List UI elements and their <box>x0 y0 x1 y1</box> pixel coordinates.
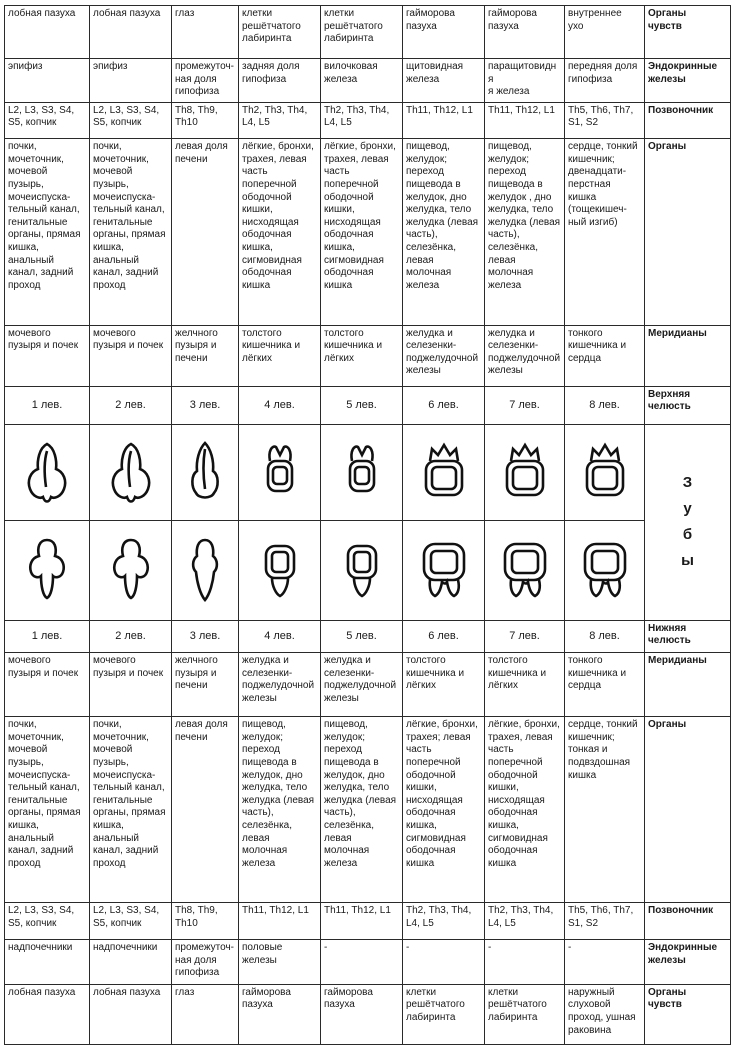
lower-teeth-text: 5 лев. <box>346 630 377 643</box>
lower-meridians-cell <box>5 653 90 717</box>
lower-meridians-text: мочевого пузыря и почек <box>93 655 164 679</box>
lower-spine-cell <box>90 903 172 940</box>
lower-organs-text: пищевод, желудок; переход пищевода в желудок, дно желудка, тело желудка (левая часть), селезёнка, левая молочная железа <box>324 719 397 869</box>
upper-first-molar-cell <box>403 425 485 521</box>
lower-senses-cell <box>321 984 403 1044</box>
upper-spine-cell <box>321 102 403 139</box>
upper-central-incisor-icon <box>17 439 77 507</box>
lower-organs-text: левая доля печени <box>175 719 228 743</box>
lower-senses-row-label <box>645 984 731 1044</box>
lower-teeth-text: 8 лев. <box>589 630 620 643</box>
tooth-outline <box>128 451 130 487</box>
lower-meridians-text: желчного пузыря и печени <box>175 655 218 692</box>
tooth-outline <box>354 578 370 596</box>
lower-organs-cell <box>403 717 485 903</box>
upper-organs-cell <box>565 139 645 325</box>
upper-third-molar-icon <box>575 439 635 507</box>
lower-meridians-text: тонкого кишечника и сердца <box>568 655 627 692</box>
upper-teeth-text: 5 лев. <box>346 399 377 412</box>
upper-spine-row <box>5 102 731 139</box>
lower-meridians-cell <box>90 653 172 717</box>
upper-spine-cell <box>5 102 90 139</box>
lower-organs-text: лёгкие, бронхи, трахея; левая часть поперечной ободочной кишки, нисходящая ободочная кишка, сигмовидная ободочная кишка <box>406 719 478 869</box>
upper-endocrine-cell <box>485 58 565 102</box>
lower-spine-text: Th11, Th12, L1 <box>242 905 309 917</box>
lower-spine-cell <box>321 903 403 940</box>
upper-senses-cell <box>5 6 90 59</box>
lower-organs-cell <box>5 717 90 903</box>
lower-endocrine-text: - <box>406 942 410 954</box>
tooth-outline <box>351 446 372 460</box>
upper-organs-cell <box>485 139 565 325</box>
tooth-outline <box>269 446 290 460</box>
upper-senses-text: гайморова пазуха <box>406 8 455 32</box>
upper-senses-cell <box>172 6 239 59</box>
lower-endocrine-cell <box>5 940 90 985</box>
tooth-outline <box>431 551 457 573</box>
upper-spine-row-label <box>645 102 731 139</box>
tooth-outline <box>513 467 537 489</box>
lower-spine-label-text: Позвоночник <box>648 905 714 917</box>
upper-third-molar-cell <box>565 425 645 521</box>
upper-teeth-label-text: Верхняя челюсть <box>648 388 691 413</box>
lower-teeth-text: 1 лев. <box>31 630 63 643</box>
lower-first-premolar-icon <box>250 536 310 604</box>
lower-spine-text: Th5, Th6, Th7, S1, S2 <box>568 905 634 930</box>
lower-second-premolar-icon <box>332 536 392 604</box>
upper-senses-cell <box>403 6 485 59</box>
tooth-outline <box>193 540 217 600</box>
upper-senses-cell <box>321 6 403 59</box>
lower-senses-text: гайморова пазуха <box>242 986 291 1011</box>
upper-second-premolar-icon <box>332 439 392 507</box>
lower-teeth-cell <box>565 620 645 653</box>
upper-teeth-cell <box>172 386 239 425</box>
lower-senses-label-text: Органы чувств <box>648 986 687 1011</box>
lower-teeth-cell <box>239 620 321 653</box>
lower-lateral-incisor-cell <box>90 520 172 620</box>
upper-senses-label-text: Органы чувств <box>648 8 687 32</box>
lower-meridians-cell <box>565 653 645 717</box>
lower-second-molar-cell <box>485 520 565 620</box>
upper-teeth-text: 3 лев. <box>189 399 221 412</box>
lower-meridians-cell <box>172 653 239 717</box>
upper-senses-cell <box>239 6 321 59</box>
upper-teeth-text: 6 лев. <box>428 399 459 412</box>
upper-senses-text: клетки решётчатого лабиринта <box>242 8 301 45</box>
lower-senses-text: лобная пазуха <box>93 986 161 998</box>
upper-teeth-cell <box>565 386 645 425</box>
upper-second-molar-icon <box>495 439 555 507</box>
upper-organs-text: почки, мочеточник, мочевой пузырь, мочеиспуска- тельный канал, генитальные органы, прямая кишка, анальный канал, задний проход <box>8 141 81 291</box>
lower-meridians-cell <box>485 653 565 717</box>
upper-endocrine-cell <box>90 58 172 102</box>
upper-spine-cell <box>239 102 321 139</box>
upper-meridians-text: толстого кишечника и лёгких <box>324 327 383 364</box>
lower-teeth-text: 2 лев. <box>115 630 146 643</box>
lower-meridians-text: мочевого пузыря и почек <box>8 655 79 679</box>
upper-spine-text: Th11, Th12, L1 <box>488 104 555 116</box>
lower-meridians-cell <box>239 653 321 717</box>
upper-spine-cell <box>485 102 565 139</box>
lower-organs-text: почки, мочеточник, мочевой пузырь, мочеиспуска- тельный канал, генитальные органы, прямая кишка, анальный канал, задний проход <box>8 719 81 869</box>
lower-senses-text: клетки решётчатого лабиринта <box>406 986 465 1024</box>
upper-canine-icon <box>175 439 235 507</box>
upper-teeth-row <box>5 386 731 425</box>
tooth-outline <box>30 540 63 598</box>
lower-organs-text: пищевод, желудок; переход пищевода в желудок, дно желудка, тело желудка (левая часть), селезёнка, левая молочная железа <box>242 719 315 869</box>
lower-teeth-cell <box>172 620 239 653</box>
upper-second-molar-cell <box>485 425 565 521</box>
lower-teeth-text: 4 лев. <box>264 630 295 643</box>
lower-teeth-cell <box>321 620 403 653</box>
upper-endocrine-text: вилочковая железа <box>324 60 378 85</box>
upper-endocrine-cell <box>565 58 645 102</box>
lower-organs-row <box>5 717 731 903</box>
lower-meridians-cell <box>321 653 403 717</box>
upper-endocrine-cell <box>239 58 321 102</box>
lower-teeth-text: 7 лев. <box>509 630 540 643</box>
upper-teeth-cell <box>321 386 403 425</box>
upper-teeth-text: 1 лев. <box>31 399 63 412</box>
lower-third-molar-icon <box>575 536 635 604</box>
upper-spine-text: L2, L3, S3, S4, S5, копчик <box>8 104 75 129</box>
upper-senses-cell <box>485 6 565 59</box>
lower-meridians-label-text: Меридианы <box>648 655 707 667</box>
upper-organs-text: лёгкие, бронхи, трахея, левая часть поперечной ободочной кишки, нисходящая ободочная кишка, сигмовидная ободочная кишка <box>324 141 396 291</box>
lower-senses-text: лобная пазуха <box>8 986 76 998</box>
upper-meridians-label-text: Меридианы <box>648 327 707 339</box>
lower-organs-row-label <box>645 717 731 903</box>
upper-endocrine-text: паращитовидня я железа <box>488 60 557 98</box>
upper-organs-cell <box>321 139 403 325</box>
lower-endocrine-text: половые железы <box>242 942 283 966</box>
tooth-outline <box>430 445 458 461</box>
lower-first-molar-cell <box>403 520 485 620</box>
upper-meridians-text: желчного пузыря и печени <box>175 327 218 364</box>
lower-meridians-text: толстого кишечника и лёгких <box>488 655 547 692</box>
upper-teeth-text: 2 лев. <box>115 399 146 412</box>
lower-central-incisor-cell <box>5 520 90 620</box>
upper-teeth-text: 4 лев. <box>264 399 295 412</box>
upper-spine-text: Th11, Th12, L1 <box>406 104 473 116</box>
lower-first-premolar-cell <box>239 520 321 620</box>
upper-organs-row <box>5 139 731 325</box>
lower-spine-cell <box>172 903 239 940</box>
lower-spine-text: Th2, Th3, Th4, L4, L5 <box>406 905 472 930</box>
lower-senses-cell <box>90 984 172 1044</box>
lower-meridians-cell <box>403 653 485 717</box>
upper-meridians-text: мочевого пузыря и почек <box>8 327 79 352</box>
lower-second-premolar-cell <box>321 520 403 620</box>
lower-central-incisor-icon <box>17 536 77 604</box>
upper-central-incisor-cell <box>5 425 90 521</box>
upper-meridians-cell <box>90 325 172 386</box>
upper-meridians-cell <box>403 325 485 386</box>
upper-senses-text: глаз <box>175 8 195 19</box>
upper-teeth-cell <box>485 386 565 425</box>
lower-teeth-text: 3 лев. <box>189 630 221 643</box>
upper-organs-row-label <box>645 139 731 325</box>
upper-endocrine-cell <box>321 58 403 102</box>
upper-spine-text: Th5, Th6, Th7, S1, S2 <box>568 104 634 129</box>
upper-spine-text: Th8, Th9, Th10 <box>175 104 218 129</box>
upper-meridians-cell <box>485 325 565 386</box>
upper-teeth-text: 8 лев. <box>589 399 620 412</box>
lower-organs-label-text: Органы <box>648 719 687 731</box>
upper-senses-text: гайморова пазуха <box>488 8 537 32</box>
lower-senses-cell <box>565 984 645 1044</box>
lower-teeth-cell <box>5 620 90 653</box>
lower-senses-cell <box>5 984 90 1044</box>
lower-spine-cell <box>239 903 321 940</box>
tooth-outline <box>429 580 458 596</box>
upper-senses-text: внутреннее ухо <box>568 8 622 32</box>
lower-endocrine-cell <box>485 940 565 985</box>
upper-endocrine-text: эпифиз <box>8 60 43 72</box>
lower-endocrine-text: надпочечники <box>93 942 158 954</box>
lower-spine-text: Th8, Th9, Th10 <box>175 905 218 930</box>
upper-spine-text: Th2, Th3, Th4, L4, L5 <box>242 104 308 129</box>
upper-teeth-row-label <box>645 386 731 425</box>
upper-teeth-cell <box>90 386 172 425</box>
upper-senses-cell <box>565 6 645 59</box>
upper-first-molar-icon <box>414 439 474 507</box>
upper-spine-text: Th2, Th3, Th4, L4, L5 <box>324 104 390 129</box>
upper-canine-cell <box>172 425 239 521</box>
upper-endocrine-text: передняя доля гипофиза <box>568 60 638 85</box>
upper-endocrine-cell <box>403 58 485 102</box>
upper-organs-text: почки, мочеточник, мочевой пузырь, мочеиспуска- тельный канал, генитальные органы, прямая кишка, анальный канал, задний проход <box>93 141 166 291</box>
lower-organs-cell <box>485 717 565 903</box>
lower-meridians-row <box>5 653 731 717</box>
lower-teeth-row <box>5 620 731 653</box>
upper-endocrine-label-text: Эндокринные железы <box>648 60 718 85</box>
lower-senses-row <box>5 984 731 1044</box>
lower-organs-cell <box>90 717 172 903</box>
upper-teeth-img-row <box>5 425 731 521</box>
upper-organs-text: лёгкие, бронхи, трахея, левая часть поперечной ободочной кишки, нисходящая ободочная кишка, сигмовидная ободочная кишка <box>242 141 314 291</box>
lower-second-molar-icon <box>495 536 555 604</box>
lower-endocrine-text: - <box>488 942 492 954</box>
lower-endocrine-label-text: Эндокринные железы <box>648 942 718 966</box>
lower-meridians-row-label <box>645 653 731 717</box>
upper-teeth-cell <box>239 386 321 425</box>
tooth-outline <box>350 461 374 491</box>
lower-first-molar-icon <box>414 536 474 604</box>
upper-meridians-cell <box>321 325 403 386</box>
lower-teeth-row-label <box>645 620 731 653</box>
tooth-outline <box>272 578 288 596</box>
lower-spine-cell <box>5 903 90 940</box>
tooth-outline <box>355 467 369 484</box>
lower-spine-text: Th11, Th12, L1 <box>324 905 391 917</box>
upper-senses-text: клетки решётчатого лабиринта <box>324 8 383 45</box>
lower-third-molar-cell <box>565 520 645 620</box>
upper-meridians-cell <box>565 325 645 386</box>
lower-spine-text: Th2, Th3, Th4, L4, L5 <box>488 905 554 930</box>
lower-senses-text: клетки решётчатого лабиринта <box>488 986 547 1024</box>
tooth-outline <box>593 467 617 489</box>
upper-organs-cell <box>172 139 239 325</box>
lower-teeth-img-row <box>5 520 731 620</box>
tooth-outline <box>511 445 539 461</box>
tooth-outline <box>268 461 292 491</box>
upper-spine-cell <box>403 102 485 139</box>
upper-spine-cell <box>90 102 172 139</box>
upper-organs-text: сердце, тонкий кишечник; двенадцати- перстная кишка (тощекишеч- ный изгиб) <box>568 141 638 228</box>
lower-endocrine-cell <box>239 940 321 985</box>
upper-meridians-row <box>5 325 731 386</box>
upper-teeth-text: 7 лев. <box>509 399 540 412</box>
lower-spine-row <box>5 903 731 940</box>
upper-meridians-text: толстого кишечника и лёгких <box>242 327 301 364</box>
tooth-outline <box>45 451 47 487</box>
upper-spine-label-text: Позвоночник <box>648 104 714 116</box>
lower-endocrine-cell <box>321 940 403 985</box>
upper-meridians-text: мочевого пузыря и почек <box>93 327 164 352</box>
upper-teeth-cell <box>5 386 90 425</box>
lower-endocrine-row <box>5 940 731 985</box>
upper-meridians-row-label <box>645 325 731 386</box>
lower-teeth-cell <box>403 620 485 653</box>
tooth-outline <box>354 552 370 572</box>
lower-spine-row-label <box>645 903 731 940</box>
lower-canine-icon <box>175 536 235 604</box>
teeth-side-label-text: З у б ы <box>681 474 694 570</box>
lower-organs-cell <box>239 717 321 903</box>
tooth-outline <box>272 552 288 572</box>
tooth-outline <box>273 467 287 484</box>
lower-meridians-text: толстого кишечника и лёгких <box>406 655 465 692</box>
lower-teeth-label-text: Нижняя челюсть <box>648 622 691 647</box>
upper-organs-text: пищевод, желудок; переход пищевода в желудок , дно желудка, тело желудка (левая часть), селезёнка, левая молочная железа <box>488 141 561 291</box>
upper-meridians-cell <box>5 325 90 386</box>
lower-meridians-text: желудка и селезенки- поджелудочной железы <box>324 655 397 704</box>
lower-teeth-cell <box>485 620 565 653</box>
lower-lateral-incisor-icon <box>101 536 161 604</box>
lower-endocrine-cell <box>172 940 239 985</box>
lower-endocrine-text: - <box>568 942 572 954</box>
upper-organs-label-text: Органы <box>648 141 687 153</box>
upper-first-premolar-cell <box>239 425 321 521</box>
tooth-outline <box>592 551 618 573</box>
upper-spine-cell <box>565 102 645 139</box>
upper-meridians-text: желудка и селезенки- поджелудочной железы <box>488 327 561 377</box>
upper-endocrine-text: промежуточ- ная доля гипофиза <box>175 60 235 98</box>
lower-endocrine-cell <box>565 940 645 985</box>
lower-senses-cell <box>485 984 565 1044</box>
lower-organs-cell <box>321 717 403 903</box>
lower-meridians-text: желудка и селезенки- поджелудочной железы <box>242 655 315 704</box>
lower-senses-cell <box>172 984 239 1044</box>
lower-endocrine-cell <box>90 940 172 985</box>
tooth-outline <box>114 540 147 598</box>
lower-organs-text: сердце, тонкий кишечник; тонкая и подвздошная кишка <box>568 719 638 781</box>
lower-endocrine-text: промежуточ- ная доля гипофиза <box>175 942 235 979</box>
lower-organs-text: почки, мочеточник, мочевой пузырь, мочеиспуска- тельный канал, генитальные органы, прямая кишка, анальный канал, задний проход <box>93 719 166 869</box>
lower-canine-cell <box>172 520 239 620</box>
upper-spine-text: L2, L3, S3, S4, S5, копчик <box>93 104 160 129</box>
upper-endocrine-cell <box>172 58 239 102</box>
teeth-organ-correspondence-table <box>4 5 731 1045</box>
upper-endocrine-text: эпифиз <box>93 60 128 72</box>
upper-organs-cell <box>90 139 172 325</box>
lower-spine-cell <box>403 903 485 940</box>
teeth-side-label <box>645 425 731 620</box>
lower-endocrine-text: надпочечники <box>8 942 73 954</box>
upper-spine-cell <box>172 102 239 139</box>
tooth-outline <box>512 551 538 573</box>
tooth-outline <box>591 445 619 461</box>
upper-senses-row <box>5 6 731 59</box>
upper-teeth-cell <box>403 386 485 425</box>
upper-organs-text: пищевод, желудок; переход пищевода в желудок, дно желудка, тело желудка (левая часть), селезёнка, левая молочная железа <box>406 141 479 291</box>
upper-organs-cell <box>403 139 485 325</box>
upper-senses-text: лобная пазуха <box>8 8 76 19</box>
lower-senses-text: глаз <box>175 986 195 998</box>
tooth-outline <box>432 467 456 489</box>
lower-spine-cell <box>565 903 645 940</box>
lower-endocrine-text: - <box>324 942 328 954</box>
lower-teeth-text: 6 лев. <box>428 630 459 643</box>
lower-organs-text: лёгкие, бронхи, трахея, левая часть поперечной ободочной кишки, нисходящая ободочная кишка, сигмовидная ободочная кишка <box>488 719 560 869</box>
upper-organs-cell <box>239 139 321 325</box>
upper-meridians-text: желудка и селезенки- поджелудочной железы <box>406 327 479 377</box>
lower-spine-text: L2, L3, S3, S4, S5, копчик <box>93 905 160 930</box>
upper-senses-text: лобная пазуха <box>93 8 161 19</box>
lower-senses-cell <box>239 984 321 1044</box>
lower-organs-cell <box>565 717 645 903</box>
upper-meridians-text: тонкого кишечника и сердца <box>568 327 627 364</box>
lower-senses-text: наружный слуховой проход, ушная раковина <box>568 986 636 1036</box>
upper-organs-cell <box>5 139 90 325</box>
upper-meridians-cell <box>172 325 239 386</box>
tooth-outline <box>510 580 539 596</box>
upper-first-premolar-icon <box>250 439 310 507</box>
lower-endocrine-row-label <box>645 940 731 985</box>
upper-meridians-cell <box>239 325 321 386</box>
lower-spine-text: L2, L3, S3, S4, S5, копчик <box>8 905 75 930</box>
lower-organs-cell <box>172 717 239 903</box>
upper-second-premolar-cell <box>321 425 403 521</box>
lower-spine-cell <box>485 903 565 940</box>
upper-endocrine-row-label <box>645 58 731 102</box>
lower-senses-cell <box>403 984 485 1044</box>
upper-senses-row-label <box>645 6 731 59</box>
upper-senses-cell <box>90 6 172 59</box>
upper-endocrine-cell <box>5 58 90 102</box>
lower-senses-text: гайморова пазуха <box>324 986 373 1011</box>
tooth-outline <box>204 449 206 489</box>
lower-endocrine-cell <box>403 940 485 985</box>
upper-lateral-incisor-cell <box>90 425 172 521</box>
tooth-outline <box>590 580 619 596</box>
upper-endocrine-text: щитовидная железа <box>406 60 464 85</box>
lower-teeth-cell <box>90 620 172 653</box>
upper-endocrine-text: задняя доля гипофиза <box>242 60 300 85</box>
upper-lateral-incisor-icon <box>101 439 161 507</box>
upper-endocrine-row <box>5 58 731 102</box>
upper-organs-text: левая доля печени <box>175 141 228 165</box>
